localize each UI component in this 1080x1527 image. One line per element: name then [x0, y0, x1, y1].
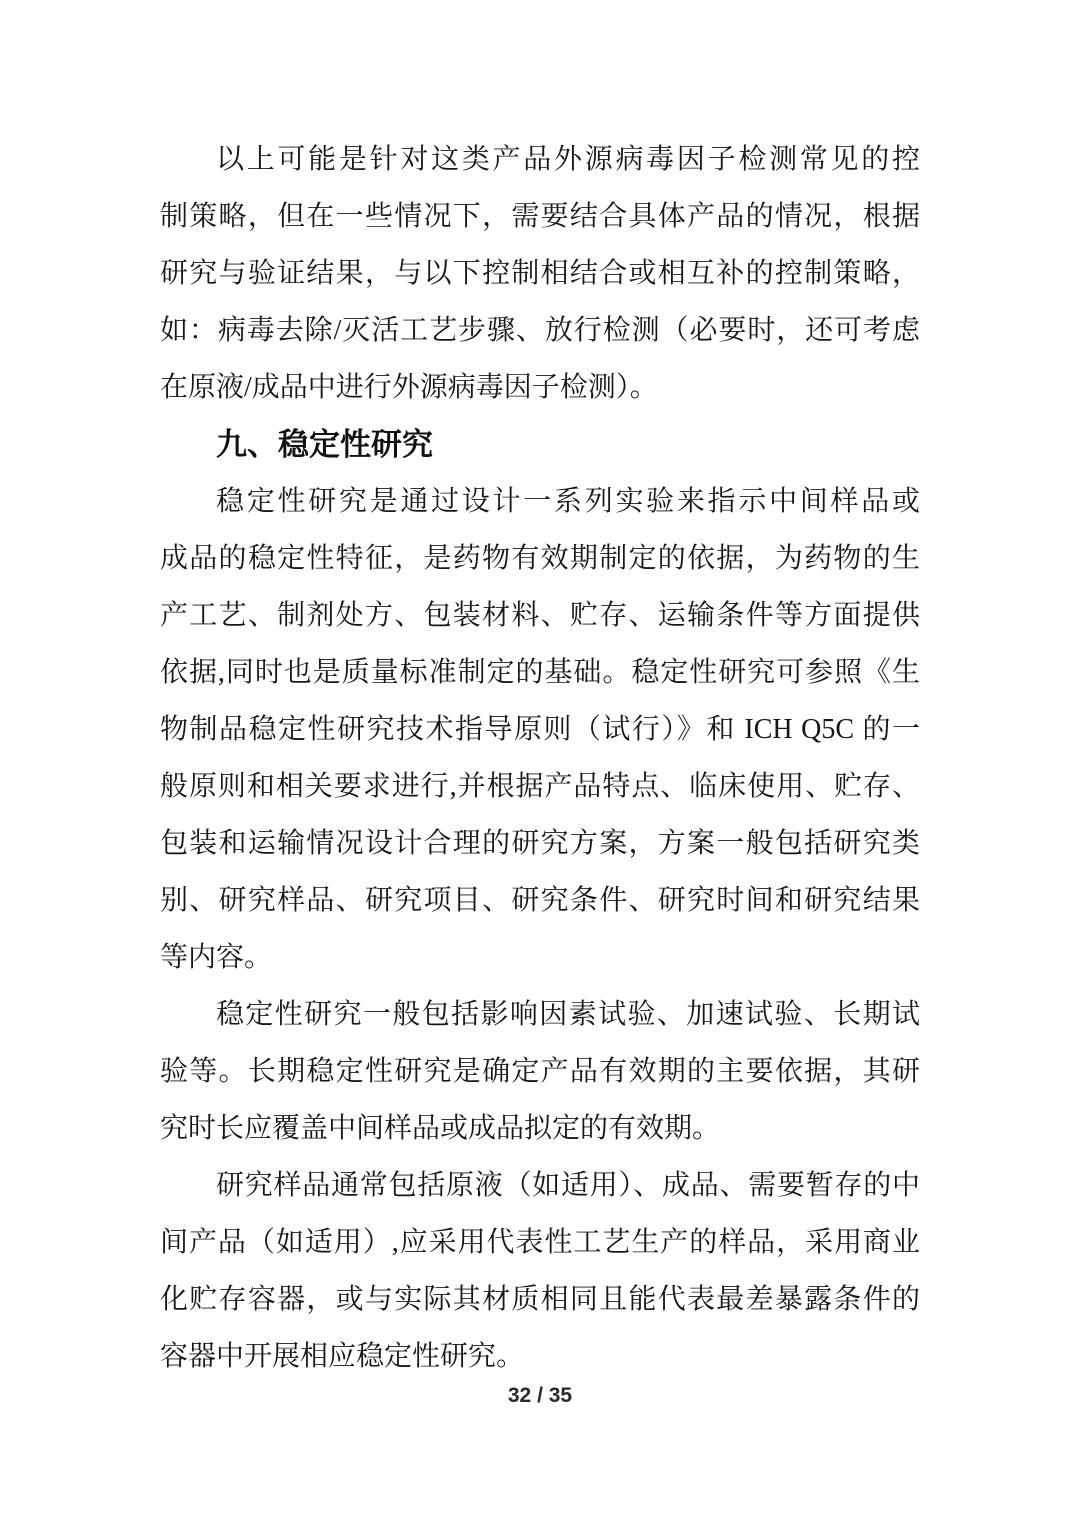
text-line: 稳定性研究是通过设计一系列实验来指示中间样品或: [216, 486, 920, 517]
text-line: 容器中开展相应稳定性研究。: [160, 1341, 525, 1372]
text-line: 研究与验证结果，与以下控制相结合或相互补的控制策略，: [160, 258, 920, 289]
text-line: 制策略，但在一些情况下，需要结合具体产品的情况，根据: [160, 201, 920, 232]
text-line: 在原液/成品中进行外源病毒因子检测）。: [160, 372, 658, 403]
paragraph: [160, 473, 920, 986]
text-line: 如：病毒去除/灭活工艺步骤、放行检测（必要时，还可考虑: [160, 315, 920, 346]
text-line: 等内容。: [160, 942, 273, 973]
text-column: [160, 131, 920, 1385]
text-line: 以上可能是针对这类产品外源病毒因子检测常见的控: [216, 144, 920, 175]
text-line: 依据,同时也是质量标准制定的基础。稳定性研究可参照《生: [160, 657, 920, 688]
paragraph: [160, 1157, 920, 1385]
paragraph: [160, 131, 920, 416]
text-line: 究时长应覆盖中间样品或成品拟定的有效期。: [160, 1113, 721, 1144]
text-line: 般原则和相关要求进行,并根据产品特点、临床使用、贮存、: [160, 771, 920, 802]
text-line: 产工艺、制剂处方、包装材料、贮存、运输条件等方面提供: [160, 600, 920, 631]
text-line: 化贮存容器，或与实际其材质相同且能代表最差暴露条件的: [160, 1284, 920, 1315]
text-line: 研究样品通常包括原液（如适用）、成品、需要暂存的中: [216, 1170, 920, 1201]
text-line: 别、研究样品、研究项目、研究条件、研究时间和研究结果: [160, 885, 920, 916]
text-line: 成品的稳定性特征，是药物有效期制定的依据，为药物的生: [160, 543, 920, 574]
section-heading: 九、稳定性研究: [216, 427, 433, 462]
text-line: 稳定性研究一般包括影响因素试验、加速试验、长期试: [216, 999, 920, 1030]
text-line: 包装和运输情况设计合理的研究方案，方案一般包括研究类: [160, 828, 920, 859]
text-line: 验等。长期稳定性研究是确定产品有效期的主要依据，其研: [160, 1056, 920, 1087]
text-line: 物制品稳定性研究技术指导原则（试行）》和 ICH Q5C 的一: [160, 714, 920, 745]
paragraph: [160, 986, 920, 1157]
text-line: 间产品（如适用）,应采用代表性工艺生产的样品，采用商业: [160, 1227, 920, 1258]
page-number: 32 / 35: [507, 1384, 573, 1407]
